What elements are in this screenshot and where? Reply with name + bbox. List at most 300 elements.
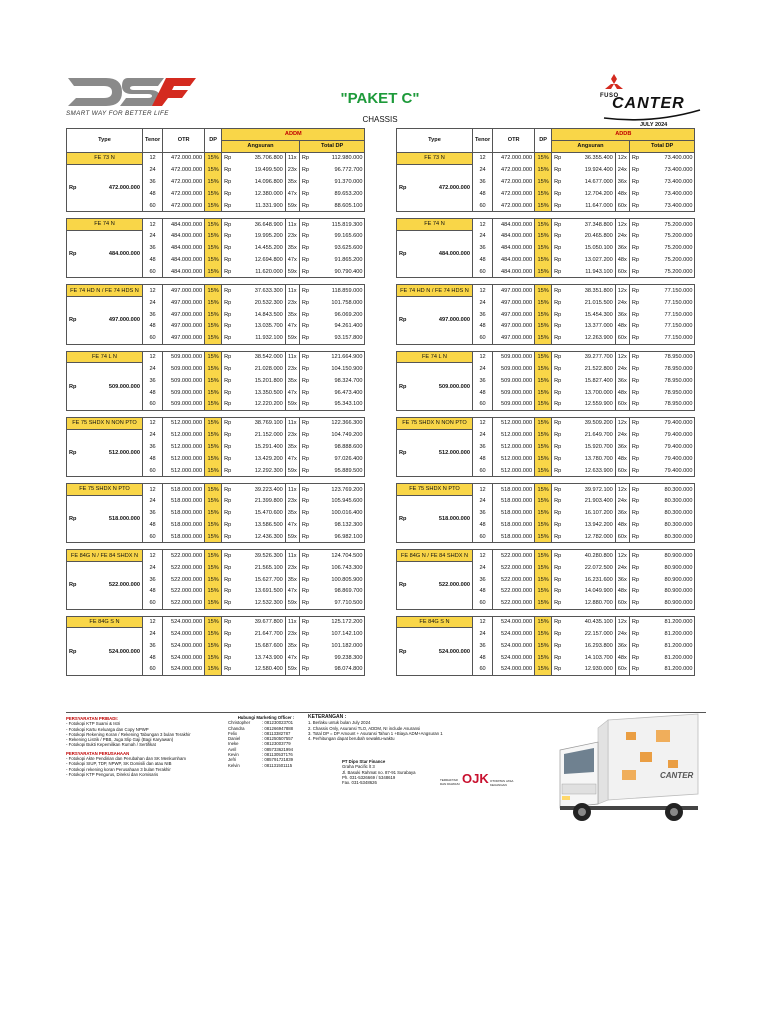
tenor-cell: 48	[143, 652, 163, 664]
currency-label: Rp	[222, 351, 234, 363]
currency-label: Rp	[222, 219, 234, 231]
total-dp-cell: 98.074.800	[311, 664, 365, 676]
currency-label: Rp	[222, 550, 234, 562]
otr-cell: 522.000.000	[163, 585, 205, 597]
otr-cell: 484.000.000	[163, 219, 205, 231]
model-type: FE 73 N	[67, 152, 143, 164]
total-dp-cell: 100.016.400	[311, 507, 365, 519]
dp-cell: 15%	[535, 628, 552, 640]
total-dp-cell: 118.859.000	[311, 285, 365, 297]
otr-cell: 472.000.000	[493, 164, 535, 176]
currency-label: Rp	[299, 219, 311, 231]
group-spacer	[67, 410, 365, 417]
currency-label: Rp	[69, 648, 77, 655]
contact-name: Ineke	[228, 741, 239, 747]
group-spacer	[67, 477, 365, 484]
group-spacer	[67, 212, 365, 219]
otr-cell: 497.000.000	[493, 332, 535, 344]
contact-phone: : 081266947888	[262, 725, 294, 731]
currency-label: Rp	[224, 299, 232, 306]
dp-cell: 15%	[535, 363, 552, 375]
tenor-cell: 36	[473, 507, 493, 519]
note-item: 4. Perhitungan dapat berubah sewaktu-waktu	[308, 736, 395, 742]
otr-cell: 512.000.000	[163, 441, 205, 453]
dp-cell: 15%	[205, 351, 222, 363]
currency-label: Rp	[224, 323, 232, 330]
addm-table-body	[67, 152, 365, 675]
currency-label: Rp	[554, 365, 562, 372]
currency-label: Rp	[554, 167, 562, 174]
currency-label: Rp	[299, 465, 311, 477]
canter-label: CANTER	[612, 95, 685, 112]
currency-label: Rp	[631, 365, 639, 372]
note-item: 3. Total DP = DP Amount + Asuransi Tahun 1 +Biaya ADM+Angsuran 1	[308, 730, 443, 736]
installment-count: 48x	[615, 188, 629, 200]
otr-cell: 497.000.000	[493, 297, 535, 309]
installment-count: 48x	[615, 519, 629, 531]
angsuran-cell: 39.972.100	[563, 484, 615, 496]
table-row	[397, 429, 695, 441]
currency-label: Rp	[554, 299, 562, 306]
currency-label: Rp	[552, 484, 564, 496]
table-row	[67, 616, 365, 628]
addb-table-body	[397, 152, 695, 675]
currency-label: Rp	[224, 564, 232, 571]
tenor-cell: 36	[473, 176, 493, 188]
otr-cell: 484.000.000	[493, 242, 535, 254]
otr-cell: 509.000.000	[493, 363, 535, 375]
otr-cell: 518.000.000	[493, 495, 535, 507]
installment-count: 12x	[615, 417, 629, 429]
tenor-cell: 60	[143, 664, 163, 676]
angsuran-cell: 14.843.500	[233, 309, 285, 321]
angsuran-cell: 13.586.500	[233, 519, 285, 531]
currency-label: Rp	[224, 179, 232, 185]
model-type: FE 84G S N	[397, 616, 473, 628]
angsuran-cell: 11.647.000	[563, 200, 615, 212]
currency-label: Rp	[224, 365, 232, 372]
currency-label: Rp	[552, 616, 564, 628]
currency-label: Rp	[301, 630, 309, 637]
currency-label: Rp	[301, 498, 309, 505]
currency-label: Rp	[301, 311, 309, 318]
truck-illustration	[556, 712, 706, 824]
tenor-cell: 36	[143, 441, 163, 453]
dp-cell: 15%	[205, 585, 222, 597]
contact-name: Felix	[228, 730, 238, 736]
dp-cell: 15%	[535, 254, 552, 266]
total-dp-cell: 79.400.000	[641, 441, 695, 453]
contact-name: Chandra	[228, 725, 245, 731]
otr-cell: 497.000.000	[163, 332, 205, 344]
col-total-dp: Total DP	[629, 140, 695, 152]
currency-label: Rp	[631, 179, 639, 185]
dp-cell: 15%	[535, 417, 552, 429]
currency-label: Rp	[399, 648, 407, 655]
group-spacer	[397, 477, 695, 484]
total-dp-cell: 75.200.000	[641, 242, 695, 254]
total-dp-cell: 88.605.100	[311, 200, 365, 212]
dp-cell: 15%	[205, 188, 222, 200]
angsuran-cell: 13.377.000	[563, 320, 615, 332]
installment-count: 36x	[615, 176, 629, 188]
dp-cell: 15%	[535, 309, 552, 321]
angsuran-cell: 39.277.700	[563, 351, 615, 363]
dp-cell: 15%	[535, 266, 552, 278]
dp-cell: 15%	[535, 640, 552, 652]
installment-count: 11x	[285, 550, 299, 562]
installment-count: 24x	[615, 628, 629, 640]
installment-count: 35x	[285, 176, 299, 188]
requirements	[66, 716, 226, 777]
table-row	[67, 429, 365, 441]
otr-cell: 472.000.000	[493, 200, 535, 212]
currency-label: Rp	[552, 285, 564, 297]
model-type: FE 75 SHDX N NON PTO	[397, 417, 473, 429]
currency-label: Rp	[631, 389, 639, 396]
otr-cell: 484.000.000	[163, 230, 205, 242]
angsuran-cell: 15.291.400	[233, 441, 285, 453]
dp-cell: 15%	[535, 453, 552, 465]
currency-label: Rp	[629, 219, 641, 231]
note-item: 2. Chassis Only, Asuransi TLO, ADDM, NI include Asuransi	[308, 725, 421, 731]
table-row	[67, 417, 365, 429]
total-dp-cell: 80.900.000	[641, 574, 695, 586]
installment-count: 35x	[285, 242, 299, 254]
currency-label: Rp	[554, 179, 562, 185]
angsuran-cell: 15.470.600	[233, 507, 285, 519]
installment-count: 23x	[285, 363, 299, 375]
installment-count: 24x	[615, 297, 629, 309]
currency-label: Rp	[554, 323, 562, 330]
spacer-cell	[67, 278, 365, 285]
otr-cell: 518.000.000	[493, 531, 535, 543]
otr-cell: 497.000.000	[163, 285, 205, 297]
model-type: FE 84G N / FE 84 SHDX N	[67, 550, 143, 562]
currency-label: Rp	[629, 266, 641, 278]
group-spacer	[67, 344, 365, 351]
otr-summary-value: 512.000.000	[438, 449, 470, 456]
dp-cell: 15%	[535, 664, 552, 676]
currency-label: Rp	[299, 616, 311, 628]
total-dp-cell: 75.200.000	[641, 230, 695, 242]
otr-summary-value: 484.000.000	[438, 251, 470, 258]
currency-label: Rp	[224, 190, 232, 197]
req-company-title: PERSYARATAN PERUSAHAAN	[66, 750, 130, 756]
currency-label: Rp	[631, 444, 639, 450]
installment-count: 47x	[285, 585, 299, 597]
angsuran-cell: 39.509.200	[563, 417, 615, 429]
model-type: FE 74 L N	[397, 351, 473, 363]
total-dp-cell: 101.758.000	[311, 297, 365, 309]
currency-label: Rp	[299, 266, 311, 278]
svg-text:CANTER: CANTER	[660, 771, 694, 780]
currency-label: Rp	[224, 522, 232, 529]
otr-cell: 522.000.000	[163, 550, 205, 562]
currency-label: Rp	[224, 245, 232, 252]
tenor-cell: 12	[473, 417, 493, 429]
table-row	[397, 363, 695, 375]
otr-cell: 509.000.000	[493, 375, 535, 387]
currency-label: Rp	[299, 597, 311, 609]
total-dp-cell: 77.150.000	[641, 320, 695, 332]
angsuran-cell: 40.280.800	[563, 550, 615, 562]
angsuran-cell: 15.201.800	[233, 375, 285, 387]
angsuran-cell: 21.399.800	[233, 495, 285, 507]
installment-count: 23x	[285, 562, 299, 574]
currency-label: Rp	[552, 664, 564, 676]
currency-label: Rp	[222, 266, 234, 278]
total-dp-cell: 79.400.000	[641, 429, 695, 441]
tenor-cell: 36	[473, 441, 493, 453]
tenor-cell: 24	[473, 562, 493, 574]
contact-phone: : 081131501115	[262, 762, 293, 768]
model-otr-summary	[397, 495, 473, 543]
total-dp-cell: 98.132.300	[311, 519, 365, 531]
chassis-subtitle: CHASSIS	[362, 115, 398, 124]
total-dp-cell: 99.238.300	[311, 652, 365, 664]
angsuran-cell: 15.687.600	[233, 640, 285, 652]
currency-label: Rp	[224, 642, 232, 649]
tenor-cell: 24	[143, 164, 163, 176]
otr-summary-value: 484.000.000	[108, 251, 140, 258]
angsuran-cell: 38.542.000	[233, 351, 285, 363]
angsuran-cell: 37.348.800	[563, 219, 615, 231]
currency-label: Rp	[301, 323, 309, 330]
otr-cell: 497.000.000	[493, 320, 535, 332]
tenor-cell: 12	[143, 417, 163, 429]
spacer-cell	[67, 410, 365, 417]
addm-title: ADDM	[222, 129, 365, 141]
angsuran-cell: 12.263.900	[563, 332, 615, 344]
angsuran-cell: 19.924.400	[563, 164, 615, 176]
col-type: Type	[67, 129, 143, 153]
total-dp-cell: 73.400.000	[641, 152, 695, 164]
req-personal-list	[66, 721, 226, 747]
total-dp-cell: 80.900.000	[641, 562, 695, 574]
otr-cell: 497.000.000	[493, 285, 535, 297]
tenor-cell: 12	[143, 152, 163, 164]
currency-label: Rp	[224, 576, 232, 583]
tenor-cell: 48	[473, 519, 493, 531]
currency-label: Rp	[301, 377, 309, 384]
currency-label: Rp	[222, 399, 234, 411]
currency-label: Rp	[554, 233, 562, 240]
otr-cell: 518.000.000	[493, 519, 535, 531]
table-row	[397, 562, 695, 574]
angsuran-cell: 11.932.100	[233, 332, 285, 344]
angsuran-cell: 12.694.800	[233, 254, 285, 266]
angsuran-cell: 39.677.800	[233, 616, 285, 628]
angsuran-cell: 22.072.500	[563, 562, 615, 574]
otr-cell: 484.000.000	[163, 266, 205, 278]
tenor-cell: 60	[473, 200, 493, 212]
tenor-cell: 12	[473, 550, 493, 562]
installment-count: 60x	[615, 465, 629, 477]
otr-cell: 512.000.000	[493, 453, 535, 465]
currency-label: Rp	[224, 510, 232, 517]
total-dp-cell: 95.343.100	[311, 399, 365, 411]
installment-count: 60x	[615, 531, 629, 543]
otr-cell: 522.000.000	[163, 562, 205, 574]
otr-cell: 524.000.000	[163, 652, 205, 664]
address-line: Fax. 031-5348626	[342, 780, 377, 786]
currency-label: Rp	[631, 323, 639, 330]
tenor-cell: 48	[473, 585, 493, 597]
installment-count: 60x	[615, 597, 629, 609]
requirement-item: - Fotokopi Akte Pendirian dan Perubahan dan SK Menkumham	[66, 756, 186, 762]
installment-count: 48x	[615, 453, 629, 465]
installment-count: 59x	[285, 664, 299, 676]
total-dp-cell: 123.769.200	[311, 484, 365, 496]
currency-label: Rp	[631, 522, 639, 529]
currency-label: Rp	[629, 351, 641, 363]
tenor-cell: 36	[473, 309, 493, 321]
model-type: FE 74 N	[67, 219, 143, 231]
dp-cell: 15%	[205, 387, 222, 399]
table-row	[397, 285, 695, 297]
contact-phone: : 085733621994	[262, 746, 294, 752]
angsuran-cell: 20.465.800	[563, 230, 615, 242]
tenor-cell: 12	[473, 219, 493, 231]
currency-label: Rp	[301, 588, 309, 595]
spacer-cell	[67, 609, 365, 616]
angsuran-cell: 16.293.800	[563, 640, 615, 652]
currency-label: Rp	[554, 245, 562, 252]
installment-count: 11x	[285, 616, 299, 628]
contact-name: Avril	[228, 746, 237, 752]
installment-count: 35x	[285, 507, 299, 519]
model-type: FE 74 HD N / FE 74 HDS N	[67, 285, 143, 297]
otr-cell: 524.000.000	[493, 664, 535, 676]
addb-price-table	[396, 128, 695, 676]
otr-cell: 509.000.000	[493, 399, 535, 411]
currency-label: Rp	[222, 285, 234, 297]
currency-label: Rp	[631, 588, 639, 595]
dp-cell: 15%	[535, 164, 552, 176]
table-row	[67, 219, 365, 231]
total-dp-cell: 104.150.900	[311, 363, 365, 375]
dp-cell: 15%	[205, 441, 222, 453]
group-spacer	[397, 410, 695, 417]
tenor-cell: 48	[473, 320, 493, 332]
otr-summary-value: 472.000.000	[108, 184, 140, 191]
otr-cell: 472.000.000	[163, 200, 205, 212]
ojk-mark: OJK	[462, 771, 489, 786]
model-otr-summary	[67, 628, 143, 676]
model-otr-summary	[397, 164, 473, 212]
dp-cell: 15%	[205, 495, 222, 507]
otr-cell: 509.000.000	[163, 399, 205, 411]
angsuran-cell: 13.942.200	[563, 519, 615, 531]
otr-cell: 524.000.000	[163, 640, 205, 652]
total-dp-cell: 77.150.000	[641, 297, 695, 309]
installment-count: 11x	[285, 417, 299, 429]
otr-cell: 484.000.000	[163, 242, 205, 254]
ojk-name: OTORITAS JASA KEUANGAN	[490, 779, 514, 787]
contact-name: Daniel	[228, 736, 241, 742]
table-row	[67, 550, 365, 562]
total-dp-cell: 122.366.300	[311, 417, 365, 429]
dp-cell: 15%	[205, 254, 222, 266]
total-dp-cell: 80.900.000	[641, 585, 695, 597]
angsuran-cell: 19.995.200	[233, 230, 285, 242]
currency-label: Rp	[224, 233, 232, 240]
currency-label: Rp	[554, 377, 562, 384]
total-dp-cell: 104.749.200	[311, 429, 365, 441]
total-dp-cell: 79.400.000	[641, 453, 695, 465]
tenor-cell: 60	[143, 597, 163, 609]
table-row	[397, 164, 695, 176]
fuso-label: FUSO	[600, 93, 619, 99]
col-total-dp: Total DP	[299, 140, 365, 152]
angsuran-cell: 11.331.900	[233, 200, 285, 212]
total-dp-cell: 115.819.300	[311, 219, 365, 231]
currency-label: Rp	[631, 510, 639, 517]
tenor-cell: 48	[473, 652, 493, 664]
currency-label: Rp	[299, 664, 311, 676]
requirement-item: - Fotokopi KTP Pengurus, Direksi dan Komisaris	[66, 771, 159, 777]
total-dp-cell: 81.200.000	[641, 628, 695, 640]
angsuran-cell: 12.930.000	[563, 664, 615, 676]
currency-label: Rp	[552, 200, 564, 212]
currency-label: Rp	[552, 351, 564, 363]
dp-cell: 15%	[205, 429, 222, 441]
currency-label: Rp	[629, 664, 641, 676]
otr-cell: 518.000.000	[163, 484, 205, 496]
installment-count: 36x	[615, 375, 629, 387]
otr-cell: 509.000.000	[163, 363, 205, 375]
tenor-cell: 24	[473, 164, 493, 176]
currency-label: Rp	[631, 498, 639, 505]
angsuran-cell: 12.220.200	[233, 399, 285, 411]
dp-cell: 15%	[205, 652, 222, 664]
requirement-item: - Fotokopi Kartu Keluarga dan Copy NPWP	[66, 726, 149, 732]
angsuran-cell: 12.436.300	[233, 531, 285, 543]
dp-cell: 15%	[205, 519, 222, 531]
otr-cell: 522.000.000	[493, 562, 535, 574]
currency-label: Rp	[222, 152, 234, 164]
dsf-tagline: SMART WAY FOR BETTER LIFE	[66, 110, 169, 117]
currency-label: Rp	[301, 365, 309, 372]
installment-count: 36x	[615, 640, 629, 652]
currency-label: Rp	[224, 257, 232, 264]
fuso-canter-logo	[592, 74, 702, 122]
currency-label: Rp	[629, 597, 641, 609]
angsuran-cell: 36.648.900	[233, 219, 285, 231]
dp-cell: 15%	[205, 320, 222, 332]
contact-name: Jefri	[228, 757, 237, 763]
currency-label: Rp	[301, 299, 309, 306]
dp-cell: 15%	[535, 616, 552, 628]
angsuran-cell: 12.580.400	[233, 664, 285, 676]
model-type: FE 74 N	[397, 219, 473, 231]
tenor-cell: 48	[143, 188, 163, 200]
currency-label: Rp	[554, 654, 562, 661]
addm-price-table	[66, 128, 365, 676]
angsuran-cell: 13.429.200	[233, 453, 285, 465]
tenor-cell: 12	[143, 484, 163, 496]
otr-summary-value: 522.000.000	[108, 582, 140, 589]
installment-count: 11x	[285, 351, 299, 363]
group-spacer	[397, 344, 695, 351]
table-row	[67, 628, 365, 640]
currency-label: Rp	[631, 233, 639, 240]
table-row	[397, 297, 695, 309]
installment-count: 36x	[615, 507, 629, 519]
otr-cell: 497.000.000	[493, 309, 535, 321]
otr-cell: 524.000.000	[493, 652, 535, 664]
